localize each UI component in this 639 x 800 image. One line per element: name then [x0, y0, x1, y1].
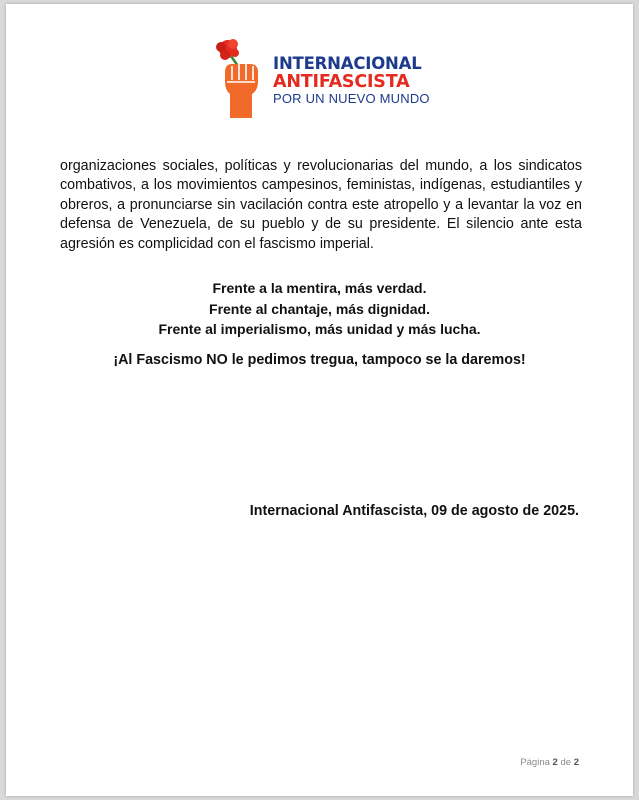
- document-page: [6, 4, 633, 796]
- raised-fist-carnation-icon: [211, 38, 273, 120]
- current-page: 2: [552, 757, 558, 768]
- slogans-block: [6, 278, 633, 340]
- slogan-line: Frente al chantaje, más dignidad.: [209, 300, 430, 317]
- signature-line: Internacional Antifascista, 09 de agosto de 2025.: [249, 503, 579, 519]
- organization-logo: [211, 38, 451, 120]
- slogan-line: Frente a la mentira, más verdad.: [212, 280, 427, 296]
- body-paragraph: organizaciones sociales, políticas y revolucionarias del mundo, a los sindicatos combativos, a los movimientos campesinos, feministas, indígenas, estudiantiles y obreros, a pronunciarse sin vacilación contra este atropello y a levantar la voz en defensa de Venezuela, de su pueblo y de su presidente. El silencio ante esta agresión es complicidad con el fascismo imperial.: [60, 158, 582, 252]
- of-word: de: [560, 757, 572, 768]
- page-number: [520, 757, 579, 768]
- logo-wordmark: [273, 56, 430, 105]
- total-pages: 2: [573, 757, 579, 768]
- logo-line-antifascista: ANTIFASCISTA: [273, 71, 410, 92]
- page-word: Página: [520, 757, 550, 768]
- logo-tagline: POR UN NUEVO MUNDO: [273, 91, 430, 106]
- slogan-line: Frente al imperialismo, más unidad y más lucha.: [158, 321, 481, 337]
- logo-line-internacional: INTERNACIONAL: [273, 54, 422, 73]
- closing-statement: ¡Al Fascismo NO le pedimos tregua, tampoco se la daremos!: [113, 352, 526, 368]
